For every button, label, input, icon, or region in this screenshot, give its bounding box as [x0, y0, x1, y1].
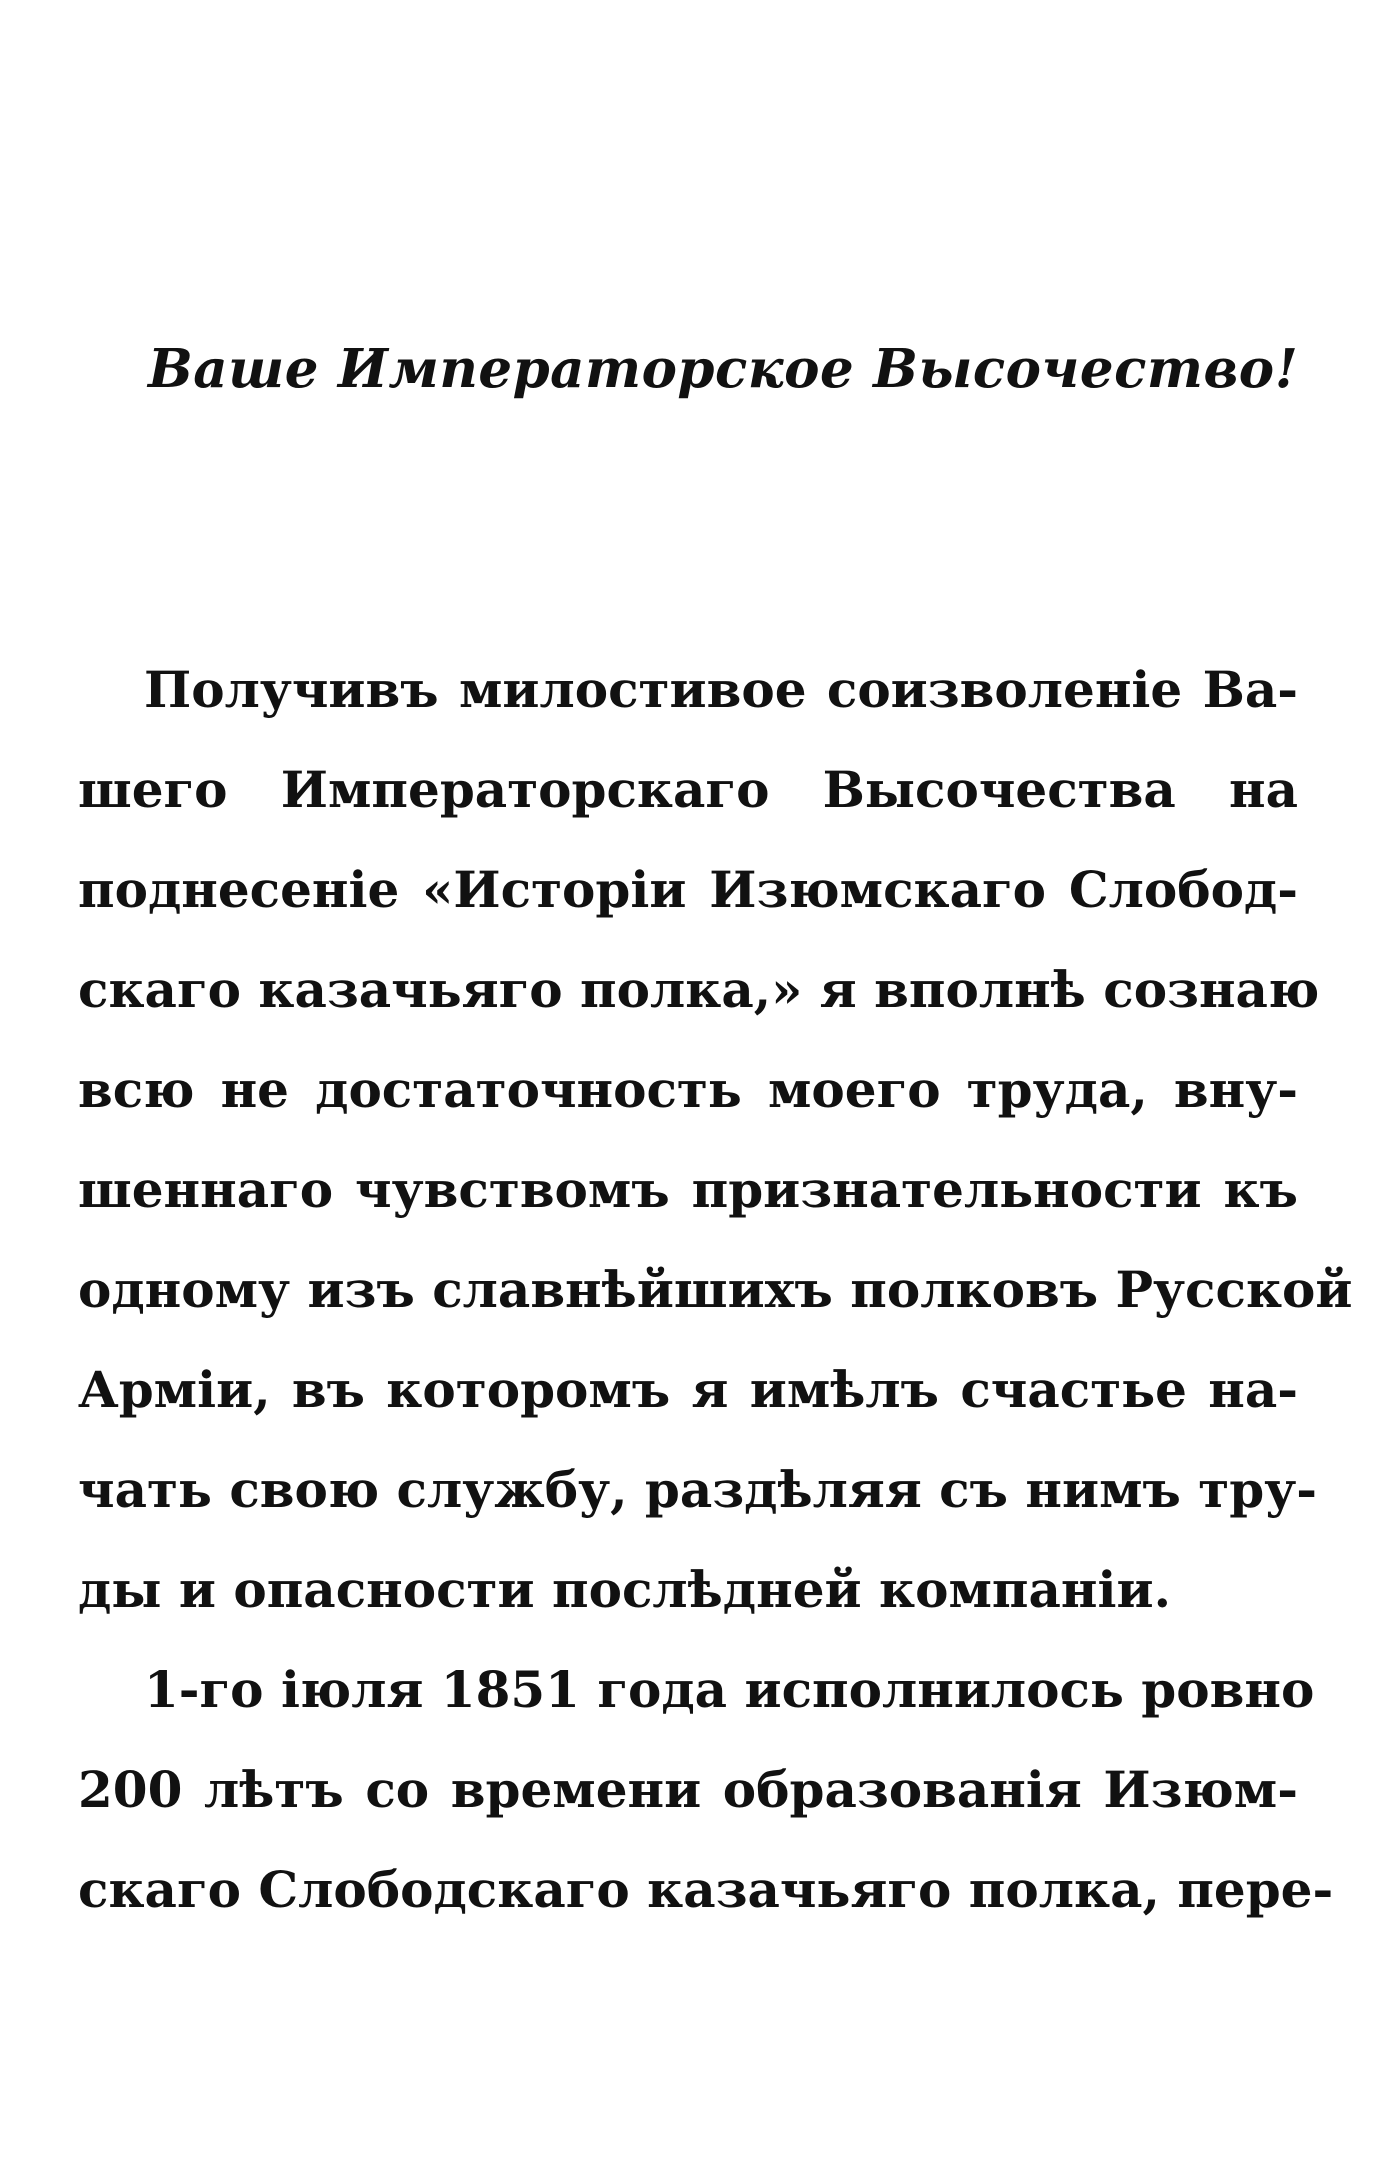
body-text	[78, 640, 1353, 1940]
text-line: Арміи, въ которомъ я имѣлъ счастье на-	[78, 1360, 1298, 1419]
text-line: чать свою службу, раздѣляя съ нимъ тру-	[78, 1460, 1317, 1519]
text-line: всю не достаточность моего труда, вну-	[78, 1060, 1298, 1119]
text-line: поднесеніе «Исторіи Изюмскаго Слобод-	[78, 860, 1298, 919]
text-line: Получивъ милостивое соизволеніе Ва-	[144, 660, 1298, 719]
text-line: одному изъ славнѣйшихъ полковъ Русской	[78, 1260, 1353, 1319]
text-line: ды и опасности послѣдней компаніи.	[78, 1560, 1171, 1619]
text-line: скаго казачьяго полка,» я вполнѣ сознаю	[78, 960, 1320, 1019]
salutation-heading: Ваше Императорское Высочество!	[148, 338, 1299, 400]
text-line: скаго Слободскаго казачьяго полка, пере-	[78, 1860, 1334, 1919]
text-line: 200 лѣтъ со времени образованія Изюм-	[78, 1760, 1298, 1819]
text-line: 1-го іюля 1851 года исполнилось ровно	[144, 1660, 1315, 1719]
text-line: шего Императорскаго Высочества на	[78, 760, 1298, 819]
text-line: шеннаго чувствомъ признательности къ	[78, 1160, 1298, 1219]
